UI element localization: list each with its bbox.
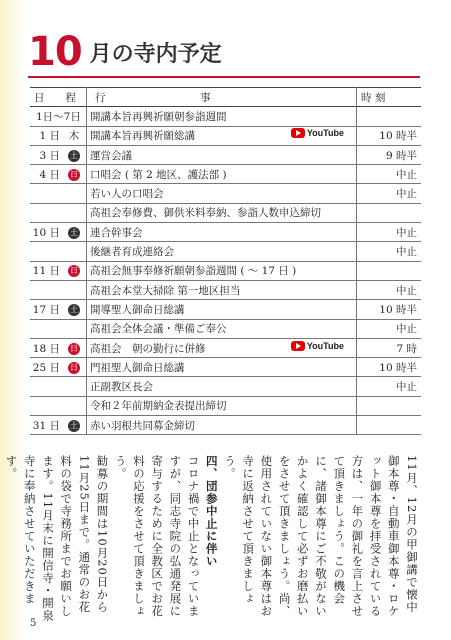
event-text: 高祖会 朝の勤行に併修 [90, 342, 206, 355]
table-row [30, 261, 421, 280]
row-weekday [62, 165, 87, 184]
table-header-row [30, 88, 421, 107]
row-time: 中止 [357, 377, 422, 396]
table-row [30, 107, 421, 126]
row-time [357, 107, 422, 126]
row-time: 中止 [357, 242, 422, 261]
event-text: 開導聖人御命日総講 [90, 303, 185, 316]
event-text: 連合幹事会 [90, 226, 143, 239]
youtube-play-icon [291, 341, 305, 351]
row-time [357, 203, 422, 222]
row-weekday [62, 126, 87, 145]
table-row [30, 280, 421, 299]
row-weekday [62, 242, 87, 261]
title-text: 月の寺内予定 [89, 42, 222, 67]
row-date: 4 日 [30, 165, 62, 184]
notice-paragraph: 勧募の期間は10月20日から11月25日まで。通常のお花料の袋で寺務所までお願いします。11月末に開信寺・開泉寺に奉納させていただきます。 [4, 455, 110, 622]
row-date [30, 319, 62, 338]
row-event [87, 184, 357, 203]
weekday-badge: 土 [70, 304, 78, 314]
row-date: 18 日 [30, 338, 62, 357]
row-time: 中止 [357, 223, 422, 242]
weekday-badge: 日 [70, 343, 78, 353]
row-weekday [62, 338, 87, 357]
event-text: 高祖会全体会議・準備ご奉公 [90, 323, 227, 336]
event-text: 高祖会奉修費、御供米料奉納、参詣人数申込締切 [90, 207, 321, 220]
notice-heading: 四、団参中止に伴い [204, 455, 219, 568]
table-row [30, 126, 421, 145]
row-weekday [62, 223, 87, 242]
row-event [87, 377, 357, 396]
notice-paragraph: 11月、12月の甲御講で懐中御本尊・自動車御本尊・ロケット御本尊を拝受されている方は、一年の御礼を言上させて頂きましょう。この機会に、諸御本尊にご不敬がないかよく確認して必ずお磨払いをさせて頂きましょう。尚、使用されていない御本尊はお寺に返納させて頂きましょう。 [222, 455, 419, 618]
event-text: 高祖会無事奉修祈願朝参詣週間 ( ～ 17 日 ) [90, 265, 297, 278]
row-date: 17 日 [30, 300, 62, 319]
row-weekday [62, 377, 87, 396]
row-date: 3 日 [30, 145, 62, 164]
youtube-label: YouTube [306, 340, 344, 351]
table-row [30, 145, 421, 164]
youtube-label: YouTube [306, 128, 344, 139]
table-row [30, 377, 421, 396]
page-number: 5 [30, 618, 37, 629]
row-date: 1日～7日 [30, 107, 87, 126]
row-weekday [62, 184, 87, 203]
row-weekday [62, 358, 87, 377]
event-text: 赤い羽根共同募金締切 [90, 419, 195, 432]
page-title [28, 24, 222, 75]
event-text: 若い人の口唱会 [90, 188, 164, 201]
weekday-badge: 日 [70, 169, 78, 179]
row-event [87, 300, 357, 319]
table-row [30, 184, 421, 203]
row-date [30, 184, 62, 203]
row-time: 10 時半 [357, 300, 422, 319]
weekday-badge: 日 [70, 362, 78, 372]
row-event [87, 165, 357, 184]
row-date: 1 日 [30, 126, 62, 145]
table-row [30, 203, 421, 222]
row-time [357, 261, 422, 280]
title-month-number: 10 [28, 29, 82, 75]
row-event [87, 261, 357, 280]
row-event [87, 338, 357, 357]
row-time: 10 時半 [357, 126, 422, 145]
row-time: 10 時半 [357, 358, 422, 377]
row-weekday [62, 145, 87, 164]
row-date [30, 377, 62, 396]
weekday-badge: 土 [70, 420, 78, 430]
row-date [30, 396, 62, 415]
event-text: 令和２年前期納金表提出締切 [90, 400, 227, 413]
schedule-table [30, 87, 421, 435]
table-row [30, 396, 421, 415]
youtube-play-icon [291, 128, 305, 138]
table-row [30, 223, 421, 242]
row-event [87, 319, 357, 338]
table-row [30, 319, 421, 338]
row-time: 中止 [357, 165, 422, 184]
row-time: 9 時半 [357, 145, 422, 164]
row-date: 25 日 [30, 358, 62, 377]
column-header-event: 行 事 [87, 88, 357, 107]
youtube-logo [291, 128, 344, 138]
row-weekday [62, 300, 87, 319]
row-time: 中止 [357, 319, 422, 338]
row-weekday [62, 203, 87, 222]
row-event [87, 280, 357, 299]
row-event [87, 416, 357, 435]
row-event [87, 358, 357, 377]
weekday-badge: 日 [70, 266, 78, 276]
row-date: 11 日 [30, 261, 62, 280]
table-row [30, 300, 421, 319]
event-text: 運営会議 [90, 149, 132, 162]
weekday-badge: 土 [70, 150, 78, 160]
event-text: 口唱会 ( 第 2 地区、護法部 ) [90, 168, 227, 181]
event-text: 開講本旨再興祈願総講 [90, 130, 195, 143]
row-time: 中止 [357, 184, 422, 203]
row-date [30, 242, 62, 261]
table-row [30, 242, 421, 261]
row-weekday [62, 319, 87, 338]
weekday-badge: 土 [70, 227, 78, 237]
row-weekday [62, 416, 87, 435]
table-row [30, 165, 421, 184]
event-text: 開講本旨再興祈願朝参詣週間 [90, 110, 227, 123]
column-header-time: 時 刻 [357, 88, 422, 107]
row-event [87, 107, 357, 126]
notice-text [4, 455, 421, 625]
row-event [87, 223, 357, 242]
row-date: 31 日 [30, 416, 62, 435]
row-time: 7 時 [357, 338, 422, 357]
table-row [30, 338, 421, 357]
youtube-logo [291, 341, 344, 351]
notice-paragraph: コロナ禍で中止となっていますが、同志寺院の弘通発展に寄与するために全教区でお花料の応援をさせて頂きましょう。 [113, 455, 201, 618]
event-text: 正副教区長会 [90, 381, 153, 394]
column-header-date: 日 程 [30, 88, 87, 107]
row-event [87, 145, 357, 164]
table-row [30, 358, 421, 377]
event-text: 高祖会本堂大掃除 第一地区担当 [90, 284, 241, 297]
row-event [87, 126, 357, 145]
event-text: 門祖聖人御命日総講 [90, 361, 185, 374]
row-weekday [62, 396, 87, 415]
row-date [30, 203, 62, 222]
row-date [30, 280, 62, 299]
row-date: 10 日 [30, 223, 62, 242]
weekday-badge: 木 [68, 130, 80, 143]
row-time [357, 396, 422, 415]
event-text: 後継者育成連絡会 [90, 246, 174, 259]
row-time [357, 416, 422, 435]
row-weekday [62, 280, 87, 299]
title-rule [28, 76, 420, 78]
row-event [87, 242, 357, 261]
row-weekday [62, 261, 87, 280]
table-row [30, 416, 421, 435]
row-event [87, 203, 357, 222]
row-time: 中止 [357, 280, 422, 299]
row-event [87, 396, 357, 415]
